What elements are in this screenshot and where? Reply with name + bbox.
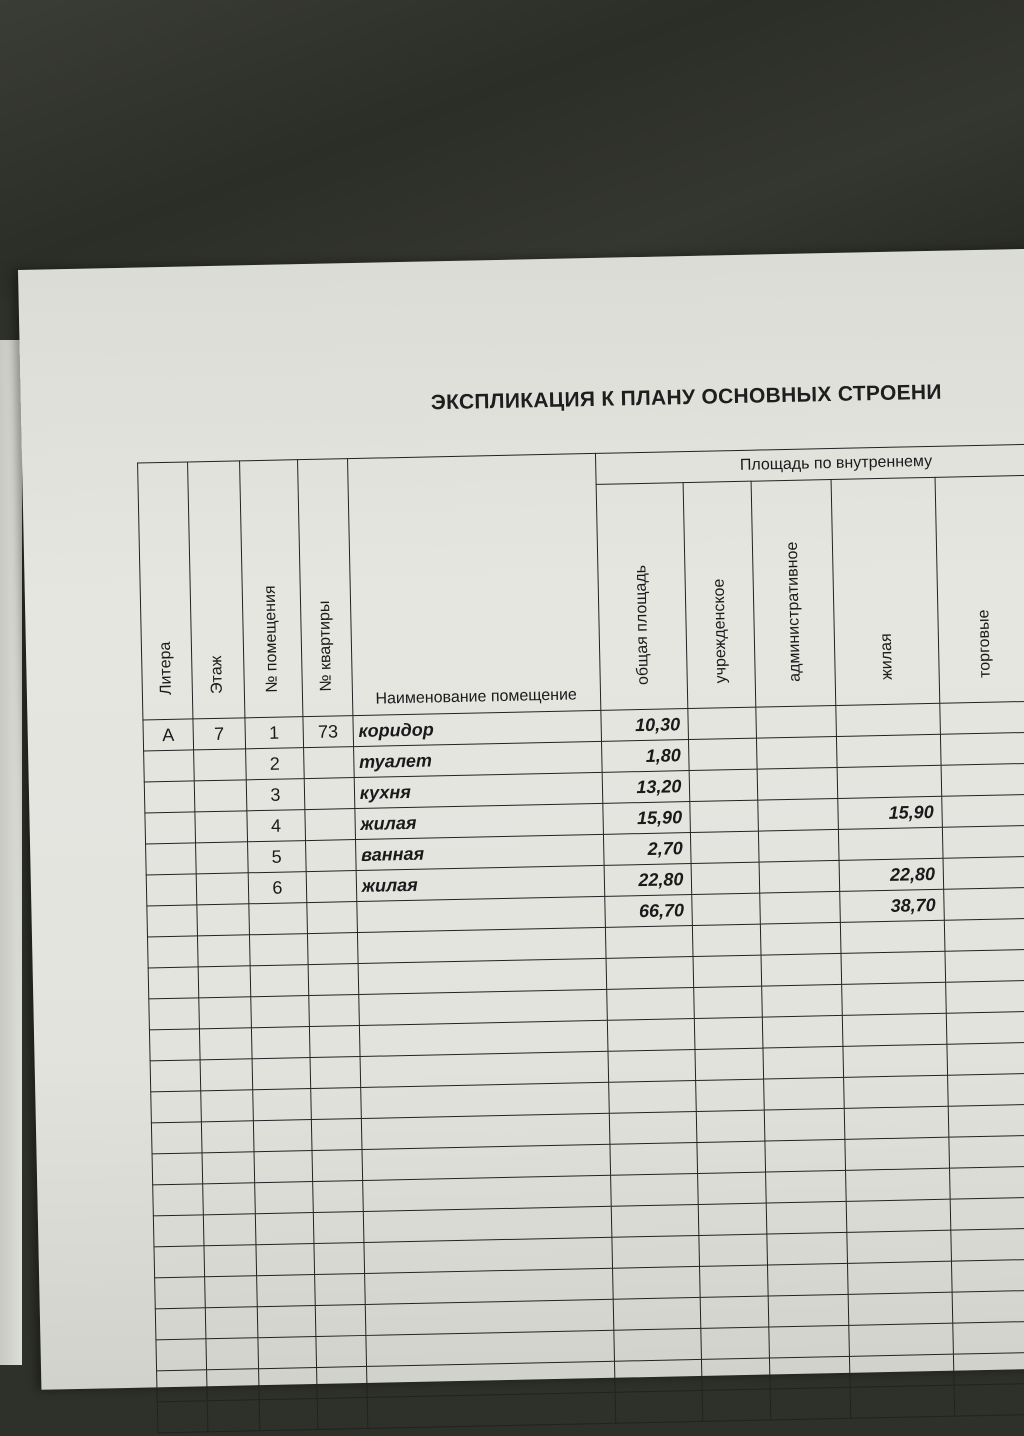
underlying-sheet-edge (0, 340, 22, 1365)
cell-etazh (197, 904, 250, 936)
cell-room-no: 2 (245, 748, 304, 780)
cell-litera: А (143, 719, 194, 751)
cell-total: 2,70 (603, 833, 692, 866)
cell-etazh: 7 (193, 718, 246, 750)
cell-apt-no (305, 809, 356, 841)
cell-etazh (194, 749, 247, 781)
cell-name: кухня (354, 772, 602, 808)
cell-apt-no: 73 (303, 716, 354, 748)
header-etazh: Этаж (187, 461, 244, 719)
cell-name: туалет (353, 741, 601, 777)
cell-living: 15,90 (838, 796, 943, 829)
header-institutional: учрежденское (684, 482, 757, 709)
cell-living (837, 734, 942, 767)
cell-living (839, 827, 944, 860)
cell-etazh (194, 780, 247, 812)
cell-room-no: 6 (248, 872, 307, 904)
header-area-group: Площадь по внутреннему (595, 443, 1024, 484)
explication-table-wrapper (137, 443, 1024, 1362)
cell-litera (144, 750, 195, 782)
cell-name: жилая (355, 803, 603, 839)
header-litera: Литера (138, 462, 193, 720)
cell-litera (146, 843, 197, 875)
cell-name: жилая (356, 865, 604, 901)
header-room-number: № помещения (239, 460, 302, 718)
cell-etazh (195, 842, 248, 874)
document-sheet (18, 248, 1024, 1390)
cell-name: коридор (353, 710, 601, 746)
cell-room-no: 4 (247, 810, 306, 842)
header-room-name: Наименование помещение (347, 453, 600, 715)
cell-living: 22,80 (839, 858, 944, 891)
cell-room-no: 1 (245, 717, 304, 749)
cell-room-no (249, 903, 308, 935)
header-retail: торговые (935, 476, 1024, 704)
header-administrative: административное (751, 480, 836, 707)
cell-litera (145, 812, 196, 844)
cell-apt-no (307, 902, 358, 934)
cell-etazh (196, 873, 249, 905)
cell-total: 1,80 (601, 740, 690, 773)
cell-room-no: 3 (246, 779, 305, 811)
cell-total: 10,30 (600, 709, 689, 742)
cell-apt-no (305, 840, 356, 872)
cell-litera (147, 905, 198, 937)
cell-name: ванная (355, 834, 603, 870)
header-apartment-number: № квартиры (297, 459, 352, 717)
cell-apt-no (304, 778, 355, 810)
cell-name (357, 896, 605, 932)
cell-apt-no (303, 747, 354, 779)
header-total-area: общая площадь (596, 483, 689, 710)
cell-litera (144, 781, 195, 813)
cell-litera (146, 874, 197, 906)
cell-living (837, 765, 942, 798)
cell-total: 13,20 (602, 771, 691, 804)
cell-apt-no (306, 871, 357, 903)
cell-room-no: 5 (247, 841, 306, 873)
explication-table (137, 443, 1024, 1433)
header-living: жилая (831, 478, 940, 706)
cell-total: 66,70 (604, 895, 693, 928)
cell-total: 22,80 (604, 864, 693, 897)
cell-living (836, 703, 941, 736)
cell-total: 15,90 (602, 802, 691, 835)
cell-etazh (195, 811, 248, 843)
document-title: ЭКСПЛИКАЦИЯ К ПЛАНУ ОСНОВНЫХ СТРОЕНИ (430, 380, 942, 415)
cell-living: 38,70 (840, 889, 945, 922)
